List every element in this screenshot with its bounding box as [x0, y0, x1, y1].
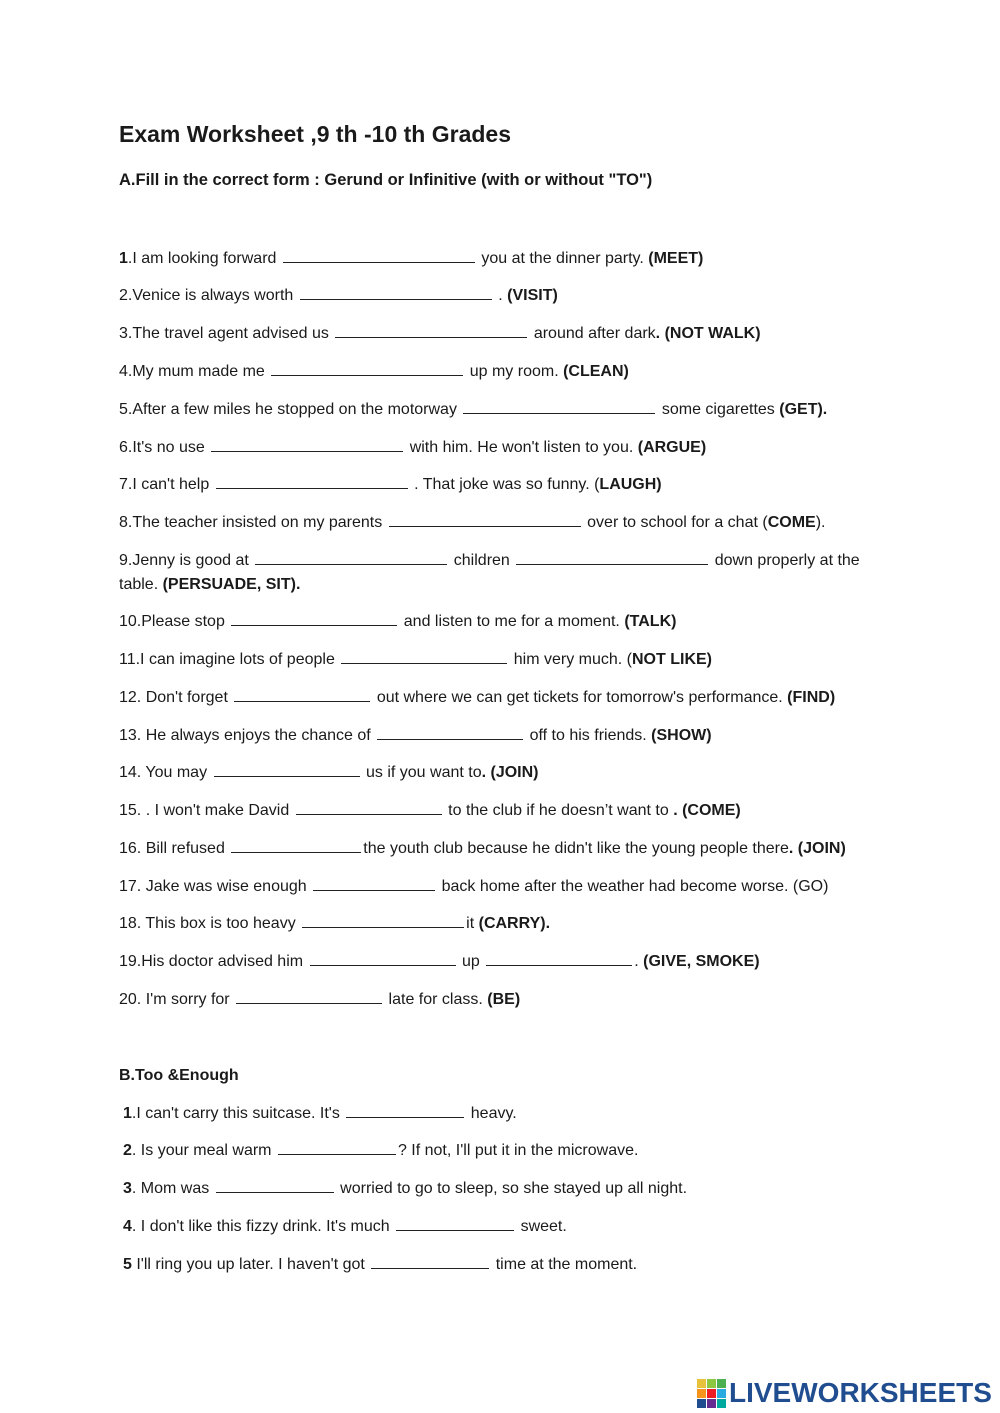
answer-blank[interactable]: [396, 1215, 514, 1231]
question-a5: 5.After a few miles he stopped on the motorway some cigarettes (GET).: [119, 398, 827, 422]
section-a-title: A.Fill in the correct form : Gerund or Infinitive (with or without "TO"): [119, 171, 653, 189]
question-a18: 18. This box is too heavy it (CARRY).: [119, 912, 550, 936]
answer-blank[interactable]: [255, 549, 447, 565]
logo-text: LIVEWORKSHEETS: [729, 1377, 992, 1408]
answer-blank[interactable]: [283, 247, 475, 263]
liveworksheets-logo[interactable]: [697, 1376, 992, 1410]
answer-blank[interactable]: [463, 398, 655, 414]
question-b4: 4. I don't like this fizzy drink. It's much sweet.: [123, 1215, 567, 1239]
answer-blank[interactable]: [313, 875, 435, 891]
answer-blank[interactable]: [211, 436, 403, 452]
logo-square: [697, 1389, 706, 1398]
answer-blank[interactable]: [278, 1139, 396, 1155]
logo-square: [707, 1379, 716, 1388]
question-a13: 13. He always enjoys the chance of off to his friends. (SHOW): [119, 724, 712, 748]
liveworksheets-grid-icon: [697, 1379, 726, 1408]
section-b-title: B.Too &Enough: [119, 1067, 239, 1084]
question-b5: 5 I'll ring you up later. I haven't got time at the moment.: [123, 1253, 637, 1277]
question-b1: 1.I can't carry this suitcase. It's heavy.: [123, 1102, 517, 1126]
question-a2: 2.Venice is always worth . (VISIT): [119, 284, 558, 308]
question-a4: 4.My mum made me up my room. (CLEAN): [119, 360, 629, 384]
question-a3: 3.The travel agent advised us around after dark. (NOT WALK): [119, 322, 761, 346]
answer-blank[interactable]: [236, 988, 382, 1004]
question-a14: 14. You may us if you want to. (JOIN): [119, 761, 539, 785]
logo-square: [717, 1379, 726, 1388]
question-a8: 8.The teacher insisted on my parents over to school for a chat (COME).: [119, 511, 825, 535]
question-a16: 16. Bill refused the youth club because he didn't like the young people there. (JOIN): [119, 837, 846, 861]
answer-blank[interactable]: [234, 686, 370, 702]
question-a7: 7.I can't help . That joke was so funny. (LAUGH): [119, 473, 662, 497]
answer-blank[interactable]: [214, 761, 360, 777]
answer-blank[interactable]: [300, 284, 492, 300]
answer-blank[interactable]: [310, 950, 456, 966]
answer-blank[interactable]: [302, 912, 464, 928]
question-a1: 1.I am looking forward you at the dinner party. (MEET): [119, 247, 703, 271]
logo-square: [717, 1389, 726, 1398]
answer-blank[interactable]: [516, 549, 708, 565]
question-a17: 17. Jake was wise enough back home after the weather had become worse. (GO): [119, 875, 828, 899]
answer-blank[interactable]: [377, 724, 523, 740]
logo-square: [717, 1399, 726, 1408]
question-b3: 3. Mom was worried to go to sleep, so she stayed up all night.: [123, 1177, 687, 1201]
question-a20: 20. I'm sorry for late for class. (BE): [119, 988, 520, 1012]
answer-blank[interactable]: [335, 322, 527, 338]
question-a12: 12. Don't forget out where we can get tickets for tomorrow's performance. (FIND): [119, 686, 835, 710]
answer-blank[interactable]: [296, 799, 442, 815]
answer-blank[interactable]: [271, 360, 463, 376]
logo-square: [697, 1399, 706, 1408]
answer-blank[interactable]: [216, 1177, 334, 1193]
question-a11: 11.I can imagine lots of people him very much. (NOT LIKE): [119, 648, 712, 672]
question-a19: 19.His doctor advised him up . (GIVE, SMOKE): [119, 950, 760, 974]
question-a9: 9.Jenny is good at children down properly at the table. (PERSUADE, SIT).: [119, 549, 889, 597]
answer-blank[interactable]: [346, 1102, 464, 1118]
answer-blank[interactable]: [389, 511, 581, 527]
answer-blank[interactable]: [486, 950, 632, 966]
answer-blank[interactable]: [341, 648, 507, 664]
answer-blank[interactable]: [231, 610, 397, 626]
answer-blank[interactable]: [216, 473, 408, 489]
question-b2: 2. Is your meal warm ? If not, I'll put it in the microwave.: [123, 1139, 638, 1163]
logo-square: [707, 1399, 716, 1408]
page-title: Exam Worksheet ,9 th -10 th Grades: [119, 121, 511, 147]
answer-blank[interactable]: [371, 1253, 489, 1269]
question-a10: 10.Please stop and listen to me for a moment. (TALK): [119, 610, 676, 634]
logo-square: [697, 1379, 706, 1388]
answer-blank[interactable]: [231, 837, 361, 853]
logo-square: [707, 1389, 716, 1398]
question-a6: 6.It's no use with him. He won't listen to you. (ARGUE): [119, 436, 706, 460]
question-a15: 15. . I won't make David to the club if he doesn’t want to . (COME): [119, 799, 741, 823]
